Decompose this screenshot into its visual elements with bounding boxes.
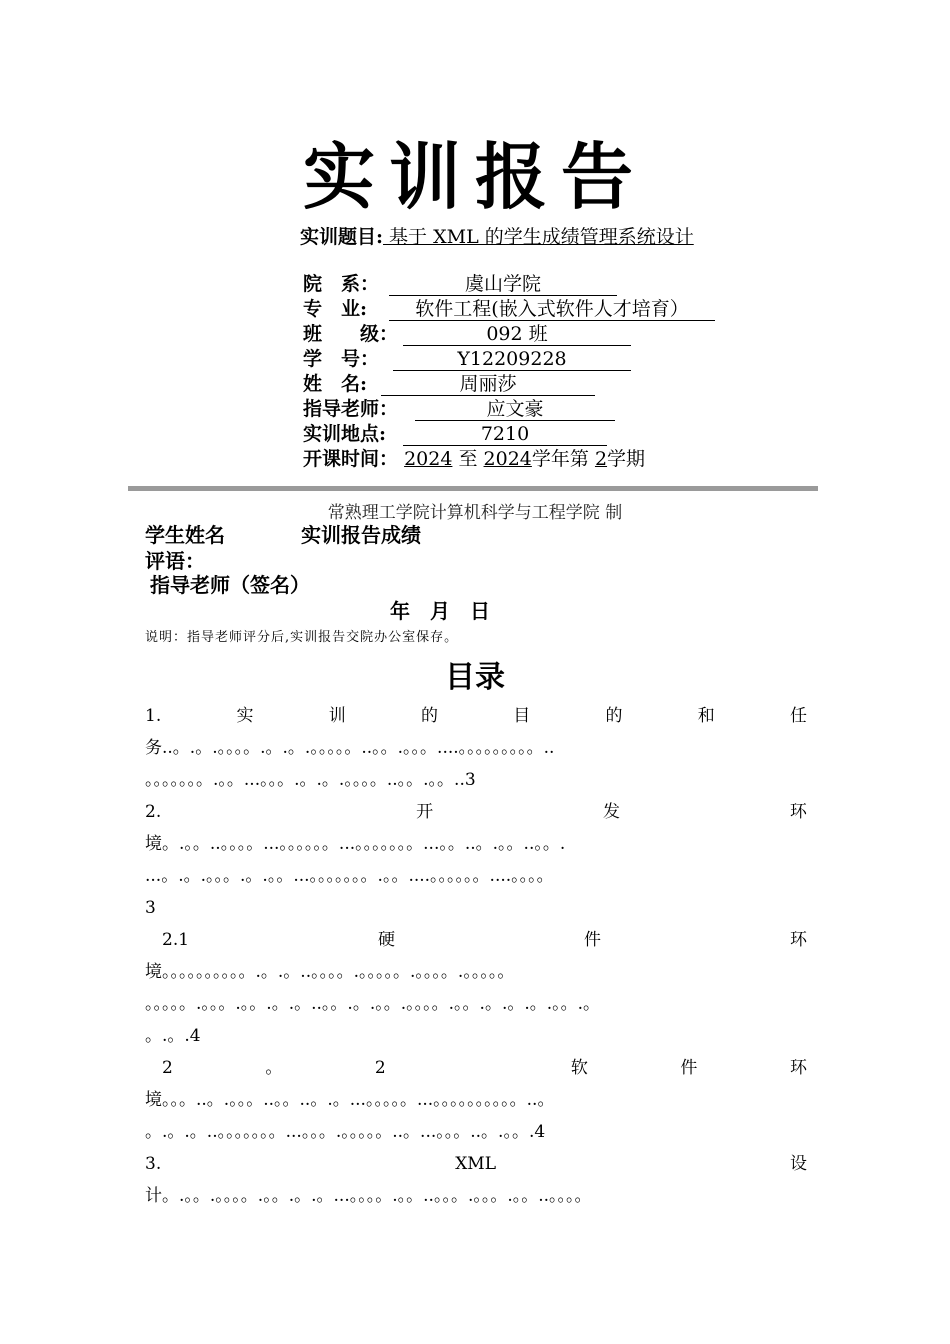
- field-value: 虞山学院: [389, 273, 617, 296]
- toc-word: 件: [680, 1058, 698, 1078]
- field-value: 应文豪: [415, 398, 615, 421]
- toc-word: 环: [789, 802, 807, 822]
- toc-dots-line: [145, 732, 807, 764]
- toc-dots-line: [145, 956, 807, 988]
- toc-dots: 务..。.。.。。。。.。.。.。。。。。..。。.。。。....。。。。。。。。。..: [145, 738, 555, 758]
- toc-dots-line: [145, 892, 807, 924]
- toc-dots-line: [145, 1020, 807, 1052]
- toc-dots-line: [145, 988, 807, 1020]
- toc-word: 2: [145, 1058, 173, 1078]
- field-student-id: [303, 347, 631, 372]
- toc-word: 的: [420, 706, 438, 726]
- date-label: 年 月 日: [390, 599, 490, 623]
- toc-word: 训: [328, 706, 346, 726]
- field-location: [303, 422, 607, 447]
- topic-value: 基于 XML 的学生成绩管理系统设计: [383, 226, 694, 248]
- toc-dots-line: [145, 828, 807, 860]
- toc-dots: 。。。。。。。.。。...。。。.。.。.。。。。..。。.。。..3: [145, 770, 476, 790]
- field-label: 院 系：: [303, 273, 380, 295]
- year-start: 2024: [404, 448, 453, 470]
- toc-word: 。: [265, 1058, 283, 1078]
- toc-title: 目录: [445, 660, 505, 695]
- field-value: 周丽莎: [381, 373, 595, 396]
- toc-word: 硬: [378, 930, 396, 950]
- field-name: [303, 372, 595, 397]
- field-value: 7210: [403, 423, 607, 446]
- save-note: 说明：指导老师评分后,实训报告交院办公室保存。: [145, 630, 459, 645]
- score-label: 实训报告成绩: [301, 523, 421, 547]
- toc-dots: 。。。。。.。。。.。。.。.。..。。.。.。。.。。。。.。。.。.。.。.。。.。: [145, 994, 601, 1014]
- toc-word: 任: [789, 706, 807, 726]
- toc-word: XML: [455, 1154, 496, 1174]
- field-department: [303, 272, 617, 297]
- toc-word: 目: [513, 706, 531, 726]
- toc-word: 的: [605, 706, 623, 726]
- toc-word: 环: [789, 1058, 807, 1078]
- toc-word: 2.1: [145, 930, 190, 950]
- toc-dots: 计。.。。.。。。。.。。.。.。...。。。。.。。..。。。.。。。.。。..。。。。: [145, 1186, 592, 1206]
- table-of-contents: [145, 700, 807, 1212]
- training-topic: [300, 224, 694, 250]
- toc-word: 软: [570, 1058, 588, 1078]
- field-label: 学 号：: [303, 348, 380, 370]
- toc-word: 1.: [145, 706, 162, 726]
- field-label: 姓 名:: [303, 373, 368, 395]
- toc-entry[interactable]: [145, 924, 807, 956]
- toc-word: 开: [416, 802, 434, 822]
- toc-dots: ...。.。.。。。.。.。。...。。。。。。。.。。....。。。。。。....。。。。: [145, 866, 554, 886]
- teacher-sign-label: 指导老师（签名）: [150, 573, 310, 597]
- toc-dots-line: [145, 1116, 807, 1148]
- toc-dots: 境。.。。..。。。。...。。。。。。...。。。。。。。...。。..。.。。..。。.: [145, 834, 566, 854]
- toc-dots: 境。。。..。.。。。..。。..。.。...。。。。。...。。。。。。。。。。..。: [145, 1090, 555, 1110]
- toc-word: 2: [374, 1058, 386, 1078]
- toc-word: 环: [789, 930, 807, 950]
- toc-dots: 境。。。。。。。。。。.。.。..。。。。.。。。。。.。。。。.。。。。。: [145, 962, 515, 982]
- term-tail: 学期: [607, 448, 646, 470]
- grade-header: [145, 522, 421, 548]
- toc-word: 件: [583, 930, 601, 950]
- toc-entry[interactable]: [145, 700, 807, 732]
- toc-word: 发: [603, 802, 620, 822]
- field-label: 班 级：: [303, 323, 399, 345]
- report-title: 实训报告: [302, 134, 647, 219]
- term-to: 至: [458, 448, 478, 470]
- toc-entry[interactable]: [145, 796, 807, 828]
- toc-word: 3.: [145, 1154, 162, 1174]
- field-instructor: [303, 397, 615, 422]
- toc-dots: 。.。.。..。。。。。。。...。。。.。。。。。..。...。。。..。.。。.4: [145, 1122, 546, 1142]
- toc-word: 和: [697, 706, 715, 726]
- topic-label: 实训题目:: [300, 226, 384, 248]
- student-name-label: 学生姓名: [145, 523, 225, 547]
- toc-page-number: 3: [145, 898, 156, 918]
- field-label: 指导老师：: [303, 398, 399, 420]
- toc-dots-line: [145, 764, 807, 796]
- horizontal-rule: [128, 486, 818, 491]
- field-label: 实训地点:: [303, 423, 387, 445]
- toc-entry[interactable]: [145, 1148, 807, 1180]
- field-value: 092 班: [403, 323, 631, 346]
- toc-entry[interactable]: [145, 1052, 807, 1084]
- semester: 2: [594, 448, 608, 470]
- toc-word: 设: [789, 1154, 807, 1174]
- toc-dots-line: [145, 1084, 807, 1116]
- field-label: 专 业:: [303, 298, 368, 320]
- field-course-time: [303, 447, 645, 472]
- field-class: [303, 322, 631, 347]
- school-maker: 常熟理工学院计算机科学与工程学院 制: [327, 503, 623, 523]
- toc-dots: 。.。.4: [145, 1026, 201, 1046]
- field-major: [303, 297, 715, 322]
- toc-word: 实: [236, 706, 254, 726]
- year-end: 2024: [483, 448, 532, 470]
- field-value: Y12209228: [393, 348, 631, 371]
- toc-word: 2.: [145, 802, 162, 822]
- term-mid: 学年第: [531, 448, 589, 470]
- comment-label: 评语：: [145, 549, 205, 573]
- field-value: 软件工程(嵌入式软件人才培育）: [389, 298, 715, 321]
- toc-dots-line: [145, 1180, 807, 1212]
- toc-dots-line: [145, 860, 807, 892]
- field-label: 开课时间：: [303, 448, 399, 470]
